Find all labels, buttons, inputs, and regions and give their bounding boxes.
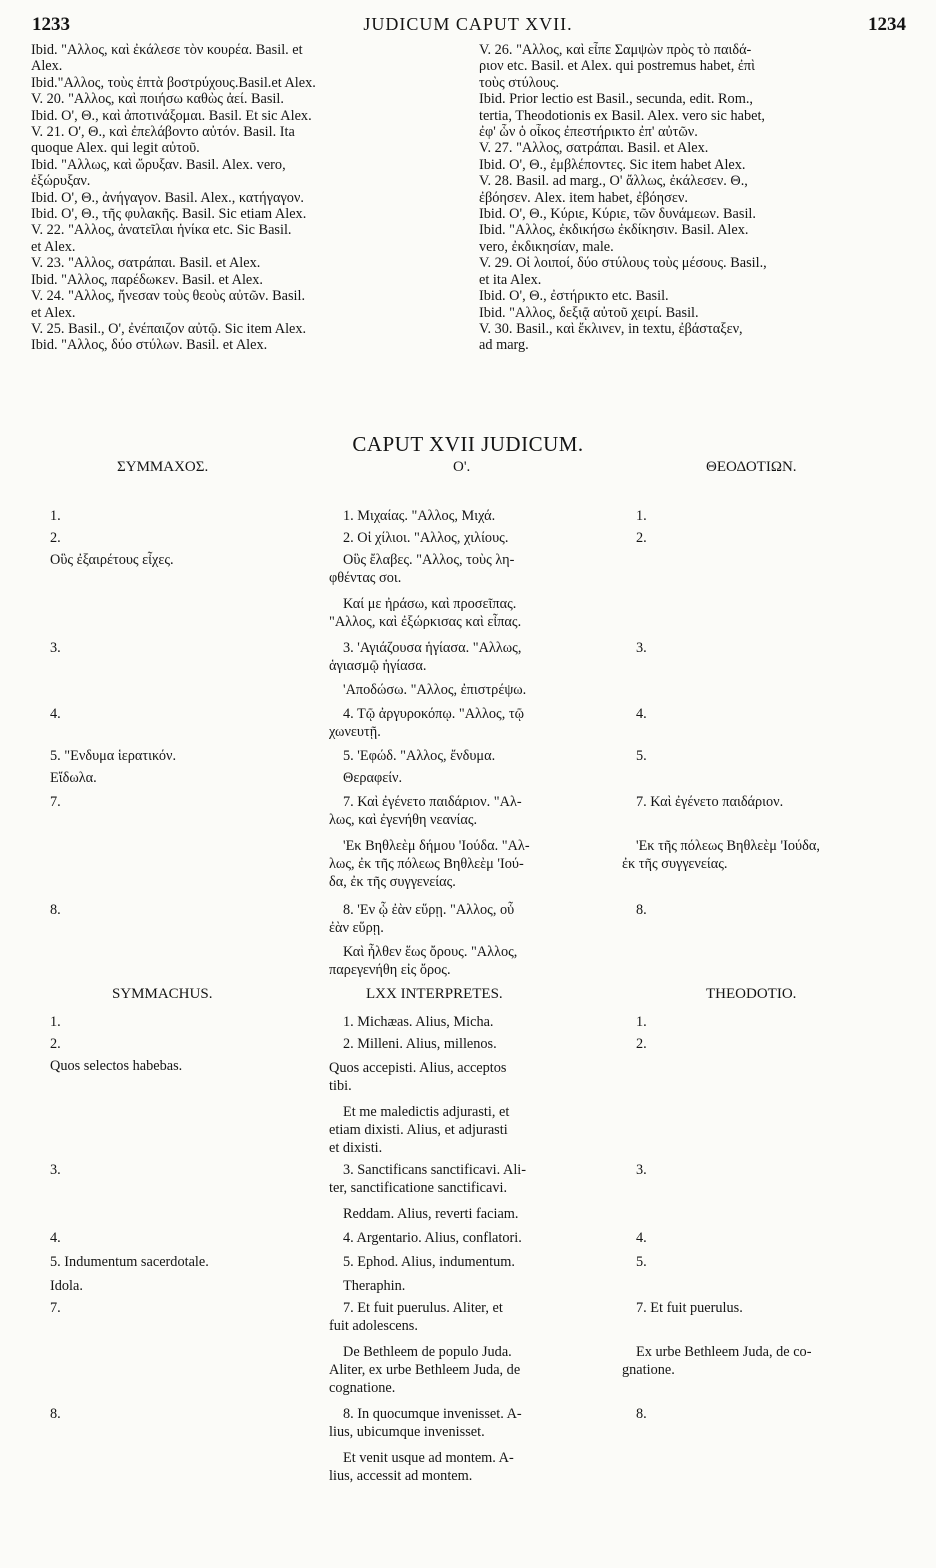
note-line: et Alex. (31, 238, 76, 255)
lxx-line: Quos accepisti. Alius, acceptos (329, 1060, 507, 1076)
lxx-line: λως, καὶ ἐγενήθη νεανίας. (329, 812, 478, 828)
note-line: Ibid. O', Θ., Κύριε, Κύριε, τῶν δυνάμεων. Basil. (479, 206, 756, 223)
note-line: Ibid."Αλλος, τοὺς ἑπτὰ βοστρύχους.Basil.et Alex. (31, 74, 316, 91)
lxx-line: tibi. (329, 1078, 352, 1094)
symmachus-text: 5. "Ενδυμα ἱερατικόν. (50, 748, 177, 764)
page-header (0, 14, 936, 38)
verse-number: 2. (50, 530, 61, 546)
lxx-line: 7. Et fuit puerulus. Aliter, et (343, 1300, 503, 1316)
lxx-line: χωνευτῇ. (329, 724, 381, 740)
lxx-line: lius, ubicumque invenisset. (329, 1424, 485, 1440)
symmachus-text: Οὓς ἐξαιρέτους εἶχες. (50, 552, 174, 568)
theodotion-latin-heading: THEODOTIO. (706, 986, 797, 1002)
page-number-right: 1234 (868, 14, 906, 35)
note-line: ριον etc. Basil. et Alex. qui postremus habet, ἐπὶ (479, 58, 755, 75)
note-line: Ibid. "Αλλος, δεξιᾷ αὐτοῦ χειρί. Basil. (479, 304, 699, 321)
verse-number: 1. (50, 1014, 61, 1030)
verse-number: 2. (50, 1036, 61, 1052)
note-line: Ibid. "Αλλος, δύο στύλων. Basil. et Alex. (31, 337, 268, 354)
lxx-line: De Bethleem de populo Juda. (343, 1344, 512, 1360)
lxx-line: lius, accessit ad montem. (329, 1468, 473, 1484)
symmachus-text: Εἴδωλα. (50, 770, 97, 786)
verse-number: 1. (636, 508, 647, 524)
lxx-line: fuit adolescens. (329, 1318, 418, 1334)
theodotion-text: ἐκ τῆς συγγενείας. (622, 856, 728, 872)
lxx-line: 4. Argentario. Alius, conflatori. (343, 1230, 522, 1246)
lxx-line: 3. 'Αγιάζουσα ἡγίασα. "Αλλως, (343, 640, 522, 656)
verse-number: 8. (50, 1406, 61, 1422)
note-line: Ibid. O', Θ., ἐμβλέποντες. Sic item habet Alex. (479, 156, 746, 173)
lxx-latin-heading: LXX INTERPRETES. (366, 986, 503, 1002)
lxx-line: 1. Μιχαίας. "Αλλος, Μιχά. (343, 508, 496, 524)
lxx-line: Aliter, ex urbe Bethleem Juda, de (329, 1362, 521, 1378)
notes-right-column (479, 42, 903, 354)
verse-number: 8. (636, 902, 647, 918)
lxx-line: Οὓς ἔλαβες. "Αλλος, τοὺς λη- (343, 552, 515, 568)
symmachus-text: Idola. (50, 1278, 83, 1294)
verse-number: 3. (636, 1162, 647, 1178)
symmachus-greek-heading: ΣΥΜΜΑΧΟΣ. (117, 459, 209, 475)
theodotion-text: gnatione. (622, 1362, 675, 1378)
lxx-line: δα, ἐκ τῆς συγγενείας. (329, 874, 456, 890)
verse-number: 5. (636, 1254, 647, 1270)
note-line: V. 28. Basil. ad marg., O' ἄλλως, ἐκάλεσεν. Θ., (479, 173, 748, 190)
note-line: Ibid. O', Θ., ἀνήγαγον. Basil. Alex., κατήγαγον. (31, 189, 304, 206)
verse-number: 7. (50, 794, 61, 810)
theodotion-text: Ex urbe Bethleem Juda, de co- (636, 1344, 812, 1360)
lxx-line: ἐὰν εὕρῃ. (329, 920, 384, 936)
verse-number: 7. (50, 1300, 61, 1316)
symmachus-text: 5. Indumentum sacerdotale. (50, 1254, 209, 1270)
lxx-line: 8. 'Εν ᾧ ἐὰν εὕρῃ. "Αλλος, οὗ (343, 902, 515, 918)
lxx-line: ter, sanctificatione sanctificavi. (329, 1180, 508, 1196)
lxx-line: 'Αποδώσω. "Αλλος, ἐπιστρέψω. (343, 682, 527, 698)
symmachus-latin-heading: SYMMACHUS. (112, 986, 213, 1002)
lxx-line: 7. Καὶ ἐγένετο παιδάριον. "Αλ- (343, 794, 522, 810)
note-line: et ita Alex. (479, 271, 542, 288)
verse-number: 4. (50, 1230, 61, 1246)
note-line: V. 20. "Αλλος, καὶ ποιήσω καθὼς ἀεί. Basil. (31, 91, 284, 108)
note-line: V. 21. O', Θ., καὶ ἐπελάβοντο αὐτόν. Basil. Ita (31, 124, 295, 141)
lxx-line: Theraphin. (343, 1278, 406, 1294)
lxx-line: 5. Ephod. Alius, indumentum. (343, 1254, 515, 1270)
lxx-line: λως, ἐκ τῆς πόλεως Βηθλεὲμ 'Ιού- (329, 856, 524, 872)
note-line: ἐξώρυξαν. (31, 173, 91, 190)
notes-left-column (31, 42, 463, 354)
verse-number: 3. (50, 640, 61, 656)
lxx-line: 'Εκ Βηθλεὲμ δήμου 'Ιούδα. "Αλ- (343, 838, 530, 854)
note-line: Ibid. O', Θ., καὶ ἀποτινάξομαι. Basil. Et sic Alex. (31, 107, 312, 124)
theodotion-greek-heading: ΘΕΟΔΟΤΙΩΝ. (706, 459, 797, 475)
note-line: V. 22. "Αλλος, ἀνατεῖλαι ἡνίκα etc. Sic Basil. (31, 222, 292, 239)
note-line: Ibid. "Αλλως, καὶ ὤρυξαν. Basil. Alex. vero, (31, 156, 286, 173)
lxx-greek-heading: Ο'. (453, 459, 471, 475)
note-line: V. 27. "Αλλος, σατράπαι. Basil. et Alex. (479, 140, 709, 157)
note-line: vero, ἐκδικησίαν, male. (479, 238, 614, 255)
note-line: ad marg. (479, 337, 529, 354)
verse-number: 1. (50, 508, 61, 524)
lxx-line: 5. 'Εφώδ. "Αλλος, ἔνδυμα. (343, 748, 496, 764)
note-line: Ibid. Prior lectio est Basil., secunda, edit. Rom., (479, 91, 753, 108)
theodotion-text: 7. Et fuit puerulus. (636, 1300, 743, 1316)
lxx-line: Καὶ ἦλθεν ἕως ὄρους. "Αλλος, (343, 944, 518, 960)
lxx-line: etiam dixisti. Alius, et adjurasti (329, 1122, 508, 1138)
lxx-line: Θεραφείν. (343, 770, 403, 786)
lxx-line: 2. Milleni. Alius, millenos. (343, 1036, 497, 1052)
running-title: JUDICUM CAPUT XVII. (363, 14, 573, 34)
lxx-line: παρεγενήθη εἰς ὄρος. (329, 962, 451, 978)
verse-number: 4. (636, 1230, 647, 1246)
symmachus-text: Quos selectos habebas. (50, 1058, 183, 1074)
verse-number: 5. (636, 748, 647, 764)
lxx-line: Καί με ἠράσω, καὶ προσεῖπας. (343, 596, 517, 612)
verse-number: 2. (636, 530, 647, 546)
note-line: Ibid. O', Θ., ἐστήρικτο etc. Basil. (479, 288, 669, 305)
note-line: et Alex. (31, 304, 76, 321)
note-line: V. 29. Οἱ λοιποί, δύο στύλους τοὺς μέσους. Basil., (479, 255, 767, 272)
note-line: V. 30. Basil., καὶ ἔκλινεν, in textu, ἐβάσταξεν, (479, 320, 743, 337)
verse-number: 4. (50, 706, 61, 722)
lxx-line: φθέντας σοι. (329, 570, 402, 586)
verse-number: 3. (636, 640, 647, 656)
note-line: V. 26. "Αλλος, καὶ εἶπε Σαμψὼν πρὸς τὸ παιδά- (479, 42, 752, 58)
lxx-line: "Αλλος, καὶ ἐξώρκισας καὶ εἶπας. (329, 614, 522, 630)
lxx-line: Et me maledictis adjurasti, et (343, 1104, 510, 1120)
lxx-line: ἁγιασμῷ ἡγίασα. (329, 658, 427, 674)
verse-number: 3. (50, 1162, 61, 1178)
note-line: Ibid. "Αλλος, καὶ ἐκάλεσε τὸν κουρέα. Basil. et (31, 42, 303, 58)
lxx-line: 8. In quocumque invenisset. A- (343, 1406, 522, 1422)
theodotion-text: 7. Καὶ ἐγένετο παιδάριον. (636, 794, 784, 810)
note-line: ἐβόησεν. Alex. item habet, ἐβόησεν. (479, 189, 688, 206)
lxx-line: cognatione. (329, 1380, 396, 1396)
note-line: Ibid. O', Θ., τῆς φυλακῆς. Basil. Sic etiam Alex. (31, 206, 307, 223)
lxx-line: 1. Michæas. Alius, Micha. (343, 1014, 494, 1030)
note-line: quoque Alex. qui legit αὐτοῦ. (31, 140, 200, 157)
verse-number: 2. (636, 1036, 647, 1052)
note-line: ἐφ' ὧν ὁ οἶκος ἐπεστήρικτο ἐπ' αὐτῶν. (479, 124, 698, 141)
lxx-line: Reddam. Alius, reverti faciam. (343, 1206, 519, 1222)
note-line: V. 25. Basil., O', ἐνέπαιζον αὐτῷ. Sic item Alex. (31, 320, 307, 337)
verse-number: 8. (636, 1406, 647, 1422)
lxx-line: 2. Οἱ χίλιοι. "Αλλος, χιλίους. (343, 530, 509, 546)
lxx-line: et dixisti. (329, 1140, 383, 1156)
page-number-left: 1233 (32, 14, 70, 35)
note-line: Ibid. "Αλλος, ἐκδικήσω ἐκδίκησιν. Basil. Alex. (479, 222, 749, 239)
note-line: τοὺς στύλους. (479, 74, 560, 91)
lxx-line: 4. Τῷ ἀργυροκόπῳ. "Αλλος, τῷ (343, 706, 525, 722)
note-line: Ibid. "Αλλος, παρέδωκεν. Basil. et Alex. (31, 271, 263, 288)
lxx-line: Et venit usque ad montem. A- (343, 1450, 514, 1466)
lxx-line: 3. Sanctificans sanctificavi. Ali- (343, 1162, 527, 1178)
verse-number: 8. (50, 902, 61, 918)
note-line: tertia, Theodotionis ex Basil. Alex. vero sic habet, (479, 107, 766, 124)
note-line: V. 24. "Αλλος, ἤνεσαν τοὺς θεοὺς αὐτῶν. Basil. (31, 288, 306, 305)
note-line: V. 23. "Αλλος, σατράπαι. Basil. et Alex. (31, 255, 261, 272)
verse-number: 1. (636, 1014, 647, 1030)
verse-number: 4. (636, 706, 647, 722)
section-title: CAPUT XVII JUDICUM. (352, 432, 584, 456)
note-line: Alex. (31, 58, 63, 75)
theodotion-text: 'Εκ τῆς πόλεως Βηθλεὲμ 'Ιούδα, (636, 838, 820, 854)
